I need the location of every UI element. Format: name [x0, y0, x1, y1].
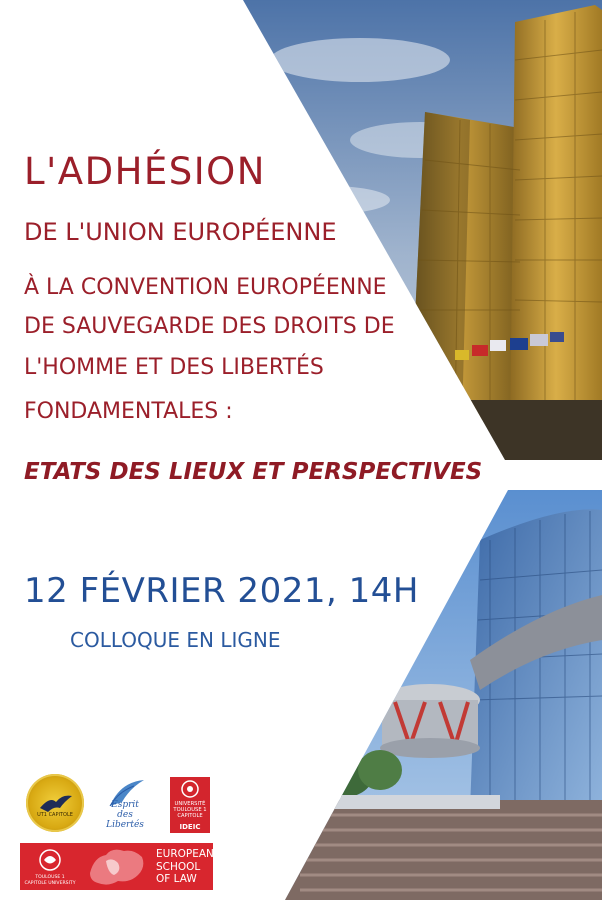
- university-crest-icon: [170, 777, 210, 801]
- poster-subtitle: DE L'UNION EUROPÉENNE: [24, 218, 337, 246]
- event-date: 12 FÉVRIER 2021, 14H: [24, 571, 419, 611]
- convention-line-4: FONDAMENTALES :: [24, 399, 233, 424]
- ut1-capitole-seal-logo: [26, 774, 84, 832]
- swallow-icon: [26, 774, 84, 832]
- esl-crest: [24, 847, 74, 887]
- esprit-text: Esprit des Libertés: [106, 800, 144, 830]
- poster-title: L'ADHÉSION: [24, 150, 266, 193]
- ideic-text: IDEIC: [179, 823, 201, 831]
- event-format: COLLOQUE EN LIGNE: [70, 628, 281, 652]
- europe-map-icon: [82, 843, 152, 890]
- esl-line-1: EUROPEAN: [156, 848, 214, 860]
- ut1-ideic-logo: [170, 777, 210, 833]
- seal-text: UT1 CAPITOLE: [37, 812, 73, 818]
- esprit-des-libertes-logo: [100, 778, 150, 834]
- esl-line-3: OF LAW: [156, 873, 197, 885]
- ut1-text: UNIVERSITÉ TOULOUSE 1 CAPITOLE: [173, 801, 207, 819]
- convention-line-2: DE SAUVEGARDE DES DROITS DE: [24, 314, 395, 339]
- convention-line-3: L'HOMME ET DES LIBERTÉS: [24, 355, 324, 380]
- european-school-of-law-logo: [20, 843, 213, 890]
- esl-text: [156, 848, 212, 886]
- perspectives-heading: ETATS DES LIEUX ET PERSPECTIVES: [24, 459, 483, 485]
- esl-left-text: TOULOUSE 1 CAPITOLE UNIVERSITY: [24, 875, 76, 886]
- convention-line-1: À LA CONVENTION EUROPÉENNE: [24, 275, 387, 300]
- esl-line-2: SCHOOL: [156, 860, 201, 873]
- crest-icon: [24, 847, 76, 875]
